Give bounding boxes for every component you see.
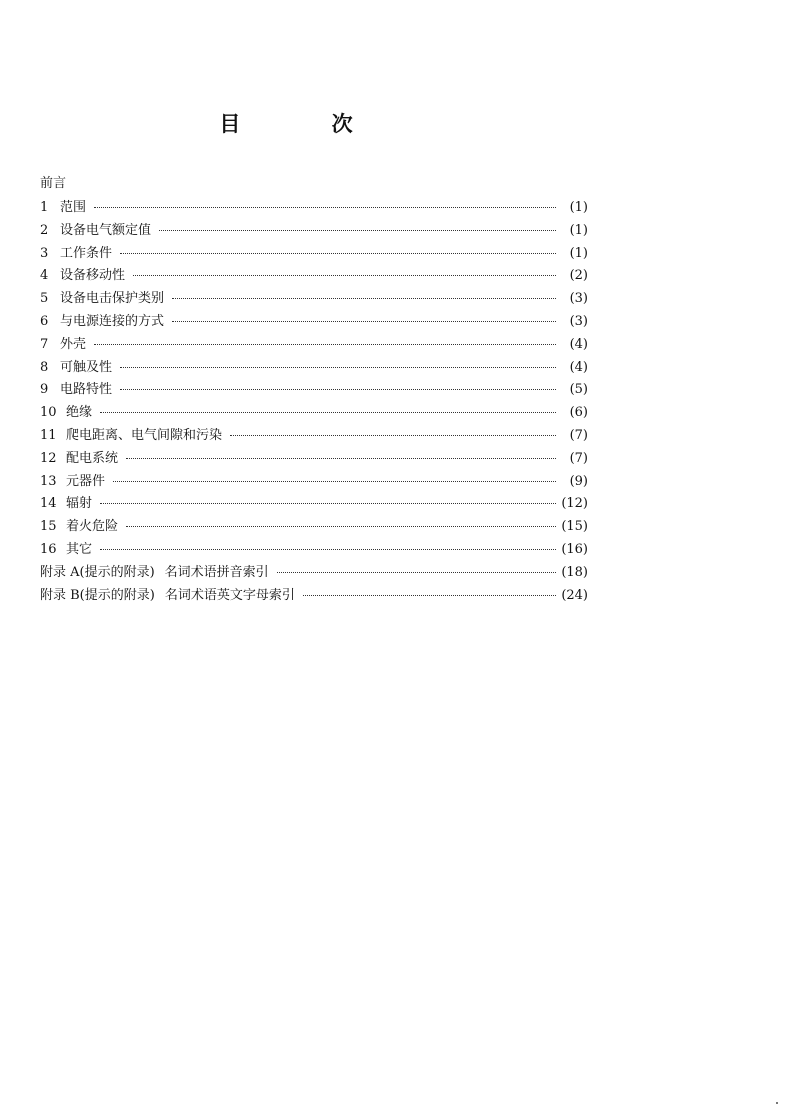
table-of-contents [40, 199, 588, 609]
toc-item-label: 辐射 [66, 496, 93, 512]
toc-item-label: 爬电距离、电气间隙和污染 [66, 427, 223, 443]
page-title: 目 次 [219, 112, 395, 136]
toc-item-number: 附录 B(提示的附录) [40, 587, 155, 603]
toc-leader-dots [120, 356, 556, 368]
toc-item-page: (6) [569, 405, 588, 421]
toc-item-number: 11 [40, 427, 57, 443]
toc-leader-dots [126, 447, 556, 459]
toc-item-page: (12) [561, 496, 588, 512]
toc-item-label: 设备电气额定值 [60, 222, 152, 238]
toc-item-label: 可触及性 [60, 359, 113, 375]
toc-item-page: (2) [569, 268, 588, 284]
toc-item-page: (18) [561, 564, 588, 580]
toc-item-number: 10 [40, 405, 57, 421]
toc-item-number: 7 [40, 336, 49, 352]
toc-item-label: 名词术语拼音索引 [164, 564, 269, 580]
toc-item-label: 设备电击保护类别 [60, 291, 165, 307]
toc-item-page: (9) [569, 473, 588, 489]
toc-leader-dots [120, 242, 556, 254]
toc-item-page: (5) [569, 382, 588, 398]
toc-item-number: 13 [40, 473, 57, 489]
toc-leader-dots [172, 287, 556, 299]
toc-item-page: (1) [569, 245, 588, 261]
toc-leader-dots [172, 310, 556, 322]
toc-item-number: 8 [40, 359, 49, 375]
toc-leader-dots [94, 196, 556, 208]
preface-entry[interactable]: 前言 [40, 176, 67, 191]
toc-leader-dots [113, 470, 556, 482]
toc-item-page: (24) [561, 587, 588, 603]
toc-item-number: 6 [40, 313, 49, 329]
toc-leader-dots [126, 515, 556, 527]
toc-item-page: (7) [569, 450, 588, 466]
toc-item-label: 外壳 [60, 336, 87, 352]
toc-item-page: (4) [569, 336, 588, 352]
toc-item-page: (3) [569, 291, 588, 307]
toc-item-page: (7) [569, 427, 588, 443]
toc-item-label: 工作条件 [60, 245, 113, 261]
toc-item-page: (4) [569, 359, 588, 375]
toc-leader-dots [94, 333, 556, 345]
toc-leader-dots [277, 561, 556, 573]
toc-item-label: 电路特性 [60, 382, 113, 398]
toc-item-number: 5 [40, 291, 49, 307]
toc-item-number: 附录 A(提示的附录) [40, 564, 155, 580]
toc-item-page: (1) [569, 222, 588, 238]
toc-item-label: 名词术语英文字母索引 [164, 587, 295, 603]
toc-item-label: 绝缘 [66, 405, 93, 421]
toc-item-page: (16) [561, 541, 588, 557]
toc-leader-dots [133, 264, 556, 276]
toc-item-page: (1) [569, 200, 588, 215]
toc-leader-dots [100, 538, 556, 550]
toc-item-label: 与电源连接的方式 [60, 313, 165, 329]
toc-item-number: 2 [40, 222, 49, 238]
toc-item-page: (15) [561, 519, 588, 535]
toc-item-label: 着火危险 [66, 519, 119, 535]
toc-item-page: (3) [569, 313, 588, 329]
toc-item[interactable] [40, 587, 588, 610]
toc-item-label: 设备移动性 [60, 268, 126, 284]
toc-item-label: 范围 [60, 200, 87, 215]
scan-speck [776, 1102, 778, 1104]
toc-leader-dots [230, 424, 556, 436]
toc-item-number: 4 [40, 268, 49, 284]
toc-leader-dots [303, 584, 556, 596]
toc-item-number: 12 [40, 450, 57, 466]
toc-item-label: 元器件 [66, 473, 106, 489]
toc-leader-dots [120, 378, 556, 390]
toc-leader-dots [100, 492, 556, 504]
toc-item-number: 14 [40, 496, 57, 512]
toc-item-number: 9 [40, 382, 49, 398]
toc-item-number: 15 [40, 519, 57, 535]
toc-item-label: 配电系统 [66, 450, 119, 466]
toc-item-label: 其它 [66, 541, 93, 557]
toc-leader-dots [100, 401, 556, 413]
toc-leader-dots [159, 219, 556, 231]
toc-item-number: 16 [40, 541, 57, 557]
toc-item-number: 3 [40, 245, 49, 261]
toc-item-number: 1 [40, 200, 49, 215]
